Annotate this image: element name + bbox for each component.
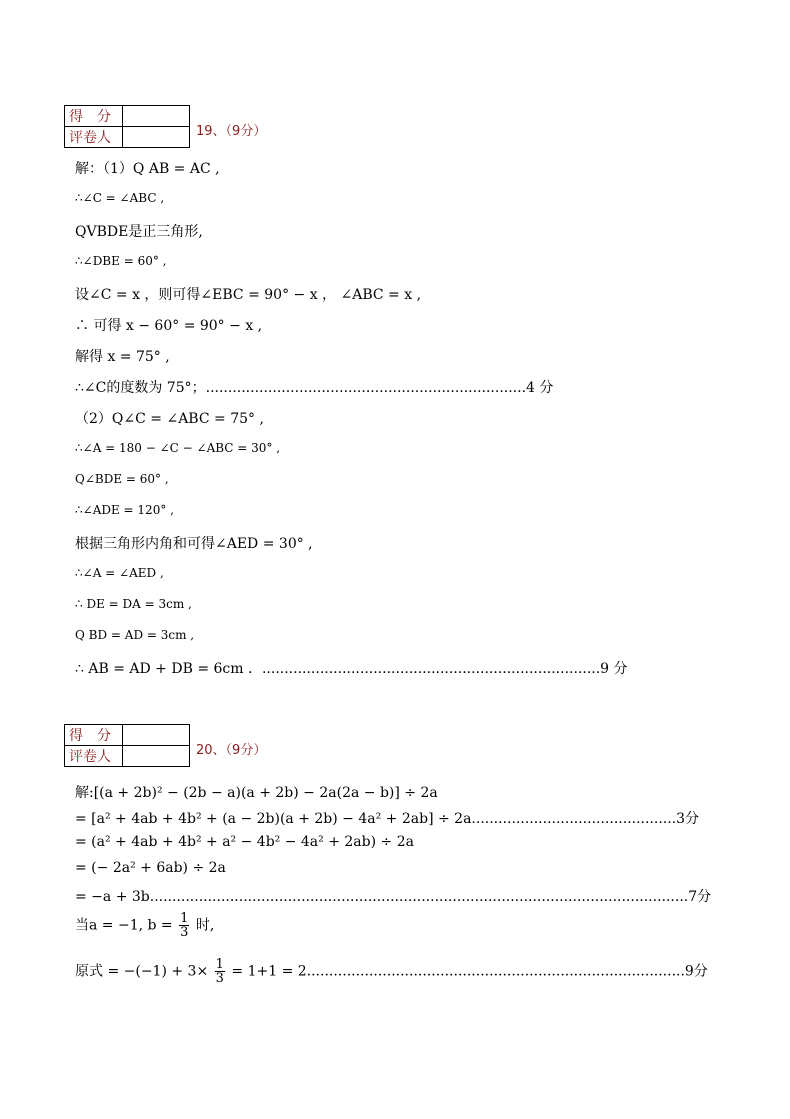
- result-suffix: = 1+1 = 2.....................................................................................9分: [231, 963, 708, 980]
- solution-line: （2）Q∠C = ∠ABC = 75° ,: [75, 411, 264, 427]
- solution-line: = [a² + 4ab + 4b² + (a − 2b)(a + 2b) − 4a² + 2ab] ÷ 2a..............................................3分: [75, 811, 700, 827]
- solution-line: Q∠BDE = 60° ,: [75, 472, 169, 486]
- fraction-one-third: [215, 958, 225, 985]
- solution-line: 设∠C = x ，则可得∠EBC = 90° − x ， ∠ABC = x ,: [75, 287, 422, 303]
- solution-line: QVBDE是正三角形,: [75, 224, 203, 240]
- condition-suffix: 时,: [195, 917, 215, 934]
- solution-line: ∴ 可得 x − 60° = 90° − x ,: [75, 318, 263, 334]
- score-label: 得 分: [65, 106, 123, 127]
- solution-line: 根据三角形内角和可得∠AED = 30° ,: [75, 536, 313, 552]
- solution-line: ∴ DE = DA = 3cm ,: [75, 597, 192, 611]
- grader-label: 评卷人: [65, 746, 123, 767]
- solution-line: ∴∠A = ∠AED ,: [75, 566, 164, 580]
- solution-line: Q BD = AD = 3cm ,: [75, 628, 195, 642]
- grader-label: 评卷人: [65, 127, 123, 148]
- score-cell: [123, 725, 190, 746]
- solution-line: ∴∠DBE = 60° ,: [75, 254, 167, 268]
- fraction-numerator: 1: [180, 911, 189, 926]
- score-cell: [123, 106, 190, 127]
- score-label: 得 分: [65, 725, 123, 746]
- fraction-denominator: 3: [180, 925, 189, 940]
- result-line: [75, 958, 708, 985]
- fraction-denominator: 3: [215, 971, 224, 986]
- result-prefix: 原式 = −(−1) + 3×: [75, 963, 209, 980]
- solution-line: = (− 2a² + 6ab) ÷ 2a: [75, 860, 226, 876]
- fraction-one-third: [179, 912, 189, 939]
- solution-line: 解得 x = 75° ,: [75, 349, 170, 365]
- q20-heading: 20、（9分）: [196, 743, 267, 758]
- q19-heading: 19、（9分）: [196, 124, 267, 139]
- q19-score-table: [64, 105, 190, 148]
- condition-line: [75, 912, 214, 939]
- solution-line: 解:[(a + 2b)² − (2b − a)(a + 2b) − 2a(2a − b)] ÷ 2a: [75, 785, 438, 801]
- solution-line: = −a + 3b.........................................................................................................................7分: [75, 889, 712, 905]
- solution-line: = (a² + 4ab + 4b² + a² − 4b² − 4a² + 2ab) ÷ 2a: [75, 834, 414, 850]
- q20-score-table: [64, 724, 190, 767]
- condition-prefix: 当a = −1, b =: [75, 917, 173, 934]
- solution-line: ∴∠C的度数为 75°；........................................................................4 分: [75, 380, 554, 396]
- grader-cell: [123, 746, 190, 767]
- grader-cell: [123, 127, 190, 148]
- solution-line: 解：（1）Q AB = AC ,: [75, 161, 220, 177]
- solution-line: ∴∠ADE = 120° ,: [75, 503, 174, 517]
- solution-line: ∴∠C = ∠ABC ,: [75, 191, 165, 205]
- solution-line: ∴∠A = 180 − ∠C − ∠ABC = 30° ,: [75, 441, 281, 455]
- fraction-numerator: 1: [215, 957, 224, 972]
- solution-line: ∴ AB = AD + DB = 6cm ．............................................................................9 分: [75, 661, 628, 677]
